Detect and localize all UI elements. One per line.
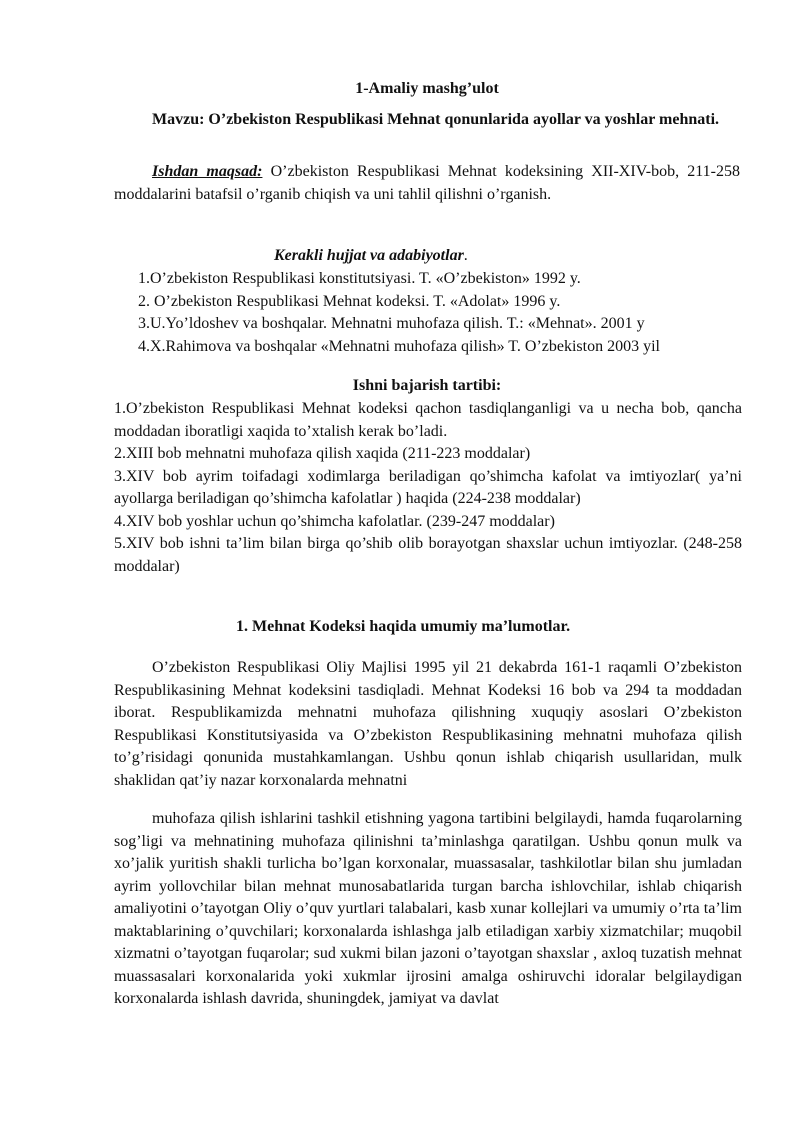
section-paragraph-2: muhofaza qilish ishlarini tashkil etishning yagona tartibini belgilaydi, hamda fuqarolarning sog’ligi va mehnatining muhofaza qilinishni ta’minlashga qaratilgan. Ushbu qonun mulk va xo’jalik yuritish shakli turlicha bo’lgan korxonalar, muassasalar, tashkilotlar bilan shu jumladan ayrim yollovchilar bilan mehnat munosabatlarida turgan barcha ishlovchilar, ishlab chiqarish amaliyotini o’tayotgan Oliy o’quv yurtlari talabalari, kasb xunar kollejlari va umumiy o’rta ta’lim maktablarining o’quvchilari; korxonalarda ishlashga jalb etiladigan xarbiy xizmatchilar; muqobil xizmatni o’tayotgan fuqarolar; sud xukmi bilan jazoni o’tayotgan shaxslar , axloq tuzatish mehnat muassasalari korxonalarida yoki xukmlar ijrosini amalga oshiruvchi idoralar belgilaydigan korxonalarda ishlash davrida, shuningdek, jamiyat va davlat: [114, 810, 742, 1007]
procedure-item: 1.O’zbekiston Respublikasi Mehnat kodeksi qachon tasdiqlanganligi va u necha bob, qancha moddadan iboratligi xaqida to’xtalish kerak bo’ladi.: [114, 400, 742, 440]
goal-paragraph: [114, 161, 740, 206]
procedure-title: Ishni bajarish tartibi:: [352, 377, 502, 394]
goal-label: Ishdan maqsad:: [152, 163, 263, 180]
reference-item: 2. O’zbekiston Respublikasi Mehnat kodeksi. T. «Adolat» 1996 y.: [138, 292, 561, 310]
procedure-item: 2.XIII bob mehnatni muhofaza qilish xaqida (211-223 moddalar): [114, 445, 531, 462]
references-title: [114, 245, 740, 268]
reference-item: 3.U.Yo’ldoshev va boshqalar. Mehnatni muhofaza qilish. T.: «Mehnat». 2001 y: [138, 315, 645, 332]
reference-item: 1.O’zbekiston Respublikasi konstitutsiyasi. T. «O’zbekiston» 1992 y.: [138, 270, 581, 287]
references-list: [138, 268, 744, 358]
lesson-title: 1-Amaliy mashg’ulot: [355, 80, 499, 97]
references-title-suffix: .: [463, 247, 468, 264]
topic-heading: Mavzu: O’zbekiston Respublikasi Mehnat qonunlarida ayollar va yoshlar mehnati.: [152, 111, 720, 128]
procedure-item: 4.XIV bob yoshlar uchun qo’shimcha kafolatlar. (239-247 moddalar): [114, 512, 555, 530]
section-paragraph-1: O’zbekiston Respublikasi Oliy Majlisi 1995 yil 21 dekabrda 161-1 raqamli O’zbekiston Respublikasining Mehnat kodeksini tasdiqladi. Mehnat Kodeksi 16 bob va 294 ta moddadan iborat. Respublikamizda mehnatni muhofaza qilishning xuquqiy asoslari O’zbekiston Respublikasi Konstitutsiyasida va O’zbekiston Respublikasining mehnatni muhofaza qilish to’g’risidagi qonunida mustahkamlangan. Ushbu qonun ishlab chiqarish usullaridan, mulk shaklidan qat’iy nazar korxonalarda mehnatni: [114, 659, 742, 789]
procedure-list: [114, 398, 742, 578]
reference-item: 4.X.Rahimova va boshqalar «Mehnatni muhofaza qilish» T. O’zbekiston 2003 yil: [138, 337, 660, 355]
procedure-item: 3.XIV bob ayrim toifadagi xodimlarga beriladigan qo’shimcha kafolat va imtiyozlar( ya’ni ayollarga beriladigan qo’shimcha kafolatlar ) haqida (224-238 moddalar): [114, 467, 742, 507]
goal-text: O’zbekiston Respublikasi Mehnat kodeksining XII-XIV-bob, 211-258 moddalarini batafsil o’rganib chiqish va uni tahlil qilishni o’rganish.: [114, 163, 741, 203]
references-title-text: Kerakli hujjat va adabiyotlar: [274, 247, 464, 264]
section-title: 1. Mehnat Kodeksi haqida umumiy ma’lumotlar.: [236, 618, 571, 635]
procedure-item: 5.XIV bob ishni ta’lim bilan birga qo’shib olib borayotgan shaxslar uchun imtiyozlar. (248-258 moddalar): [114, 535, 742, 575]
